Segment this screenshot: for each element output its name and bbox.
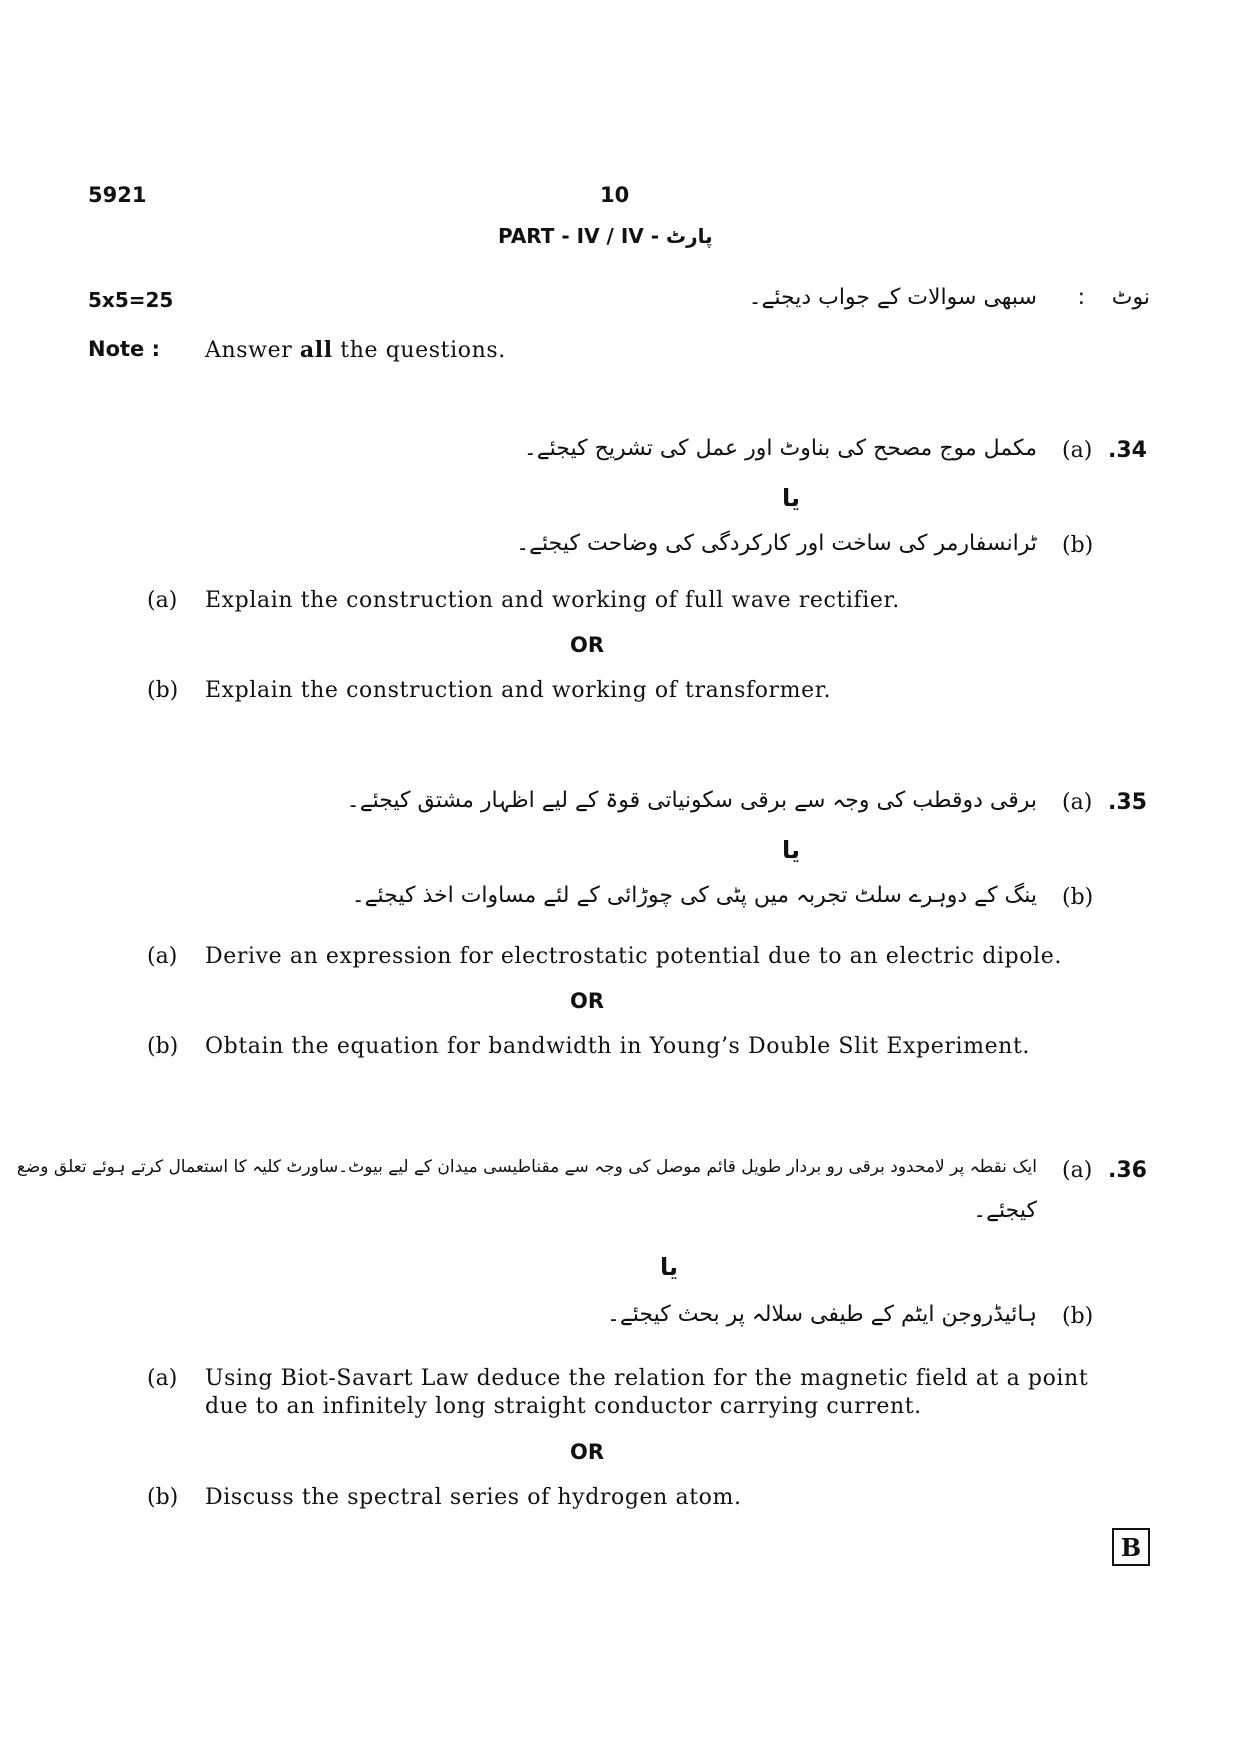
urdu-option-a: برقی دوقطب کی وجہ سے برقی سکونیاتی قوۃ کے لیے اظہار مشتق کیجئے۔ (346, 788, 1037, 813)
en-option-b-label: (b) (147, 1485, 179, 1510)
urdu-option-a-label: (a) (1062, 1158, 1093, 1183)
urdu-option-b: ٹرانسفارمر کی ساخت اور کارکردگی کی وضاحت کیجئے۔ (516, 531, 1037, 556)
ya-divider: یا (660, 1253, 679, 1281)
en-option-a-line2: due to an infinitely long straight conductor carrying current. (205, 1394, 922, 1419)
urdu-option-a-line2: کیجئے۔ (973, 1198, 1037, 1223)
en-option-b: Obtain the equation for bandwidth in Young’s Double Slit Experiment. (205, 1034, 1030, 1059)
paper-code: 5921 (88, 183, 147, 207)
page-number: 10 (600, 183, 630, 207)
urdu-option-b-label: (b) (1062, 533, 1094, 558)
en-option-a-line1: Using Biot-Savart Law deduce the relation for the magnetic field at a point (205, 1366, 1089, 1391)
or-divider: OR (570, 1440, 605, 1464)
note-urdu-label: نوٹ (1111, 285, 1150, 310)
en-option-b: Discuss the spectral series of hydrogen atom. (205, 1485, 742, 1510)
urdu-option-b: ہائیڈروجن ایٹم کے طیفی سلالہ پر بحث کیجئے۔ (606, 1302, 1037, 1327)
urdu-option-b-label: (b) (1062, 885, 1094, 910)
urdu-option-a-label: (a) (1062, 438, 1093, 463)
urdu-option-a-label: (a) (1062, 790, 1093, 815)
urdu-option-a: مکمل موج مصحح کی بناوٹ اور عمل کی تشریح کیجئے۔ (523, 436, 1037, 461)
note-label: Note : (88, 337, 160, 361)
or-divider: OR (570, 633, 605, 657)
booklet-series-badge: B (1112, 1528, 1150, 1566)
question-number: .34 (1108, 438, 1147, 463)
en-option-a-label: (a) (147, 1366, 178, 1391)
en-option-b-label: (b) (147, 678, 179, 703)
urdu-option-b: ینگ کے دوہرے سلٹ تجربہ میں پٹی کی چوڑائی کے لئے مساوات اخذ کیجئے۔ (351, 883, 1037, 908)
en-option-a: Derive an expression for electrostatic potential due to an electric dipole. (205, 944, 1062, 969)
note-text: Answer all the questions. (205, 337, 506, 363)
urdu-option-b-label: (b) (1062, 1304, 1094, 1329)
note-urdu-colon: : (1077, 285, 1085, 310)
en-option-a-label: (a) (147, 944, 178, 969)
en-option-b-label: (b) (147, 1034, 179, 1059)
en-option-a: Explain the construction and working of full wave rectifier. (205, 588, 900, 613)
en-option-a-label: (a) (147, 588, 178, 613)
question-number: .35 (1108, 790, 1147, 815)
ya-divider: یا (782, 484, 801, 512)
or-divider: OR (570, 989, 605, 1013)
note-urdu-text: سبھی سوالات کے جواب دیجئے۔ (748, 285, 1037, 310)
marks-label: 5x5=25 (88, 288, 174, 312)
question-number: .36 (1108, 1158, 1147, 1183)
urdu-option-a-line1: ایک نقطہ پر لامحدود برقی رو بردار طویل قائم موصل کی وجہ سے مقناطیسی میدان کے لیے بیوٹ۔ساورٹ کلیہ کا استعمال کرتے ہوئے تعلق وضع (16, 1157, 1037, 1177)
en-option-b: Explain the construction and working of transformer. (205, 678, 832, 703)
part-title: PART - IV / IV - پارٹ (498, 224, 713, 248)
ya-divider: یا (782, 836, 801, 864)
